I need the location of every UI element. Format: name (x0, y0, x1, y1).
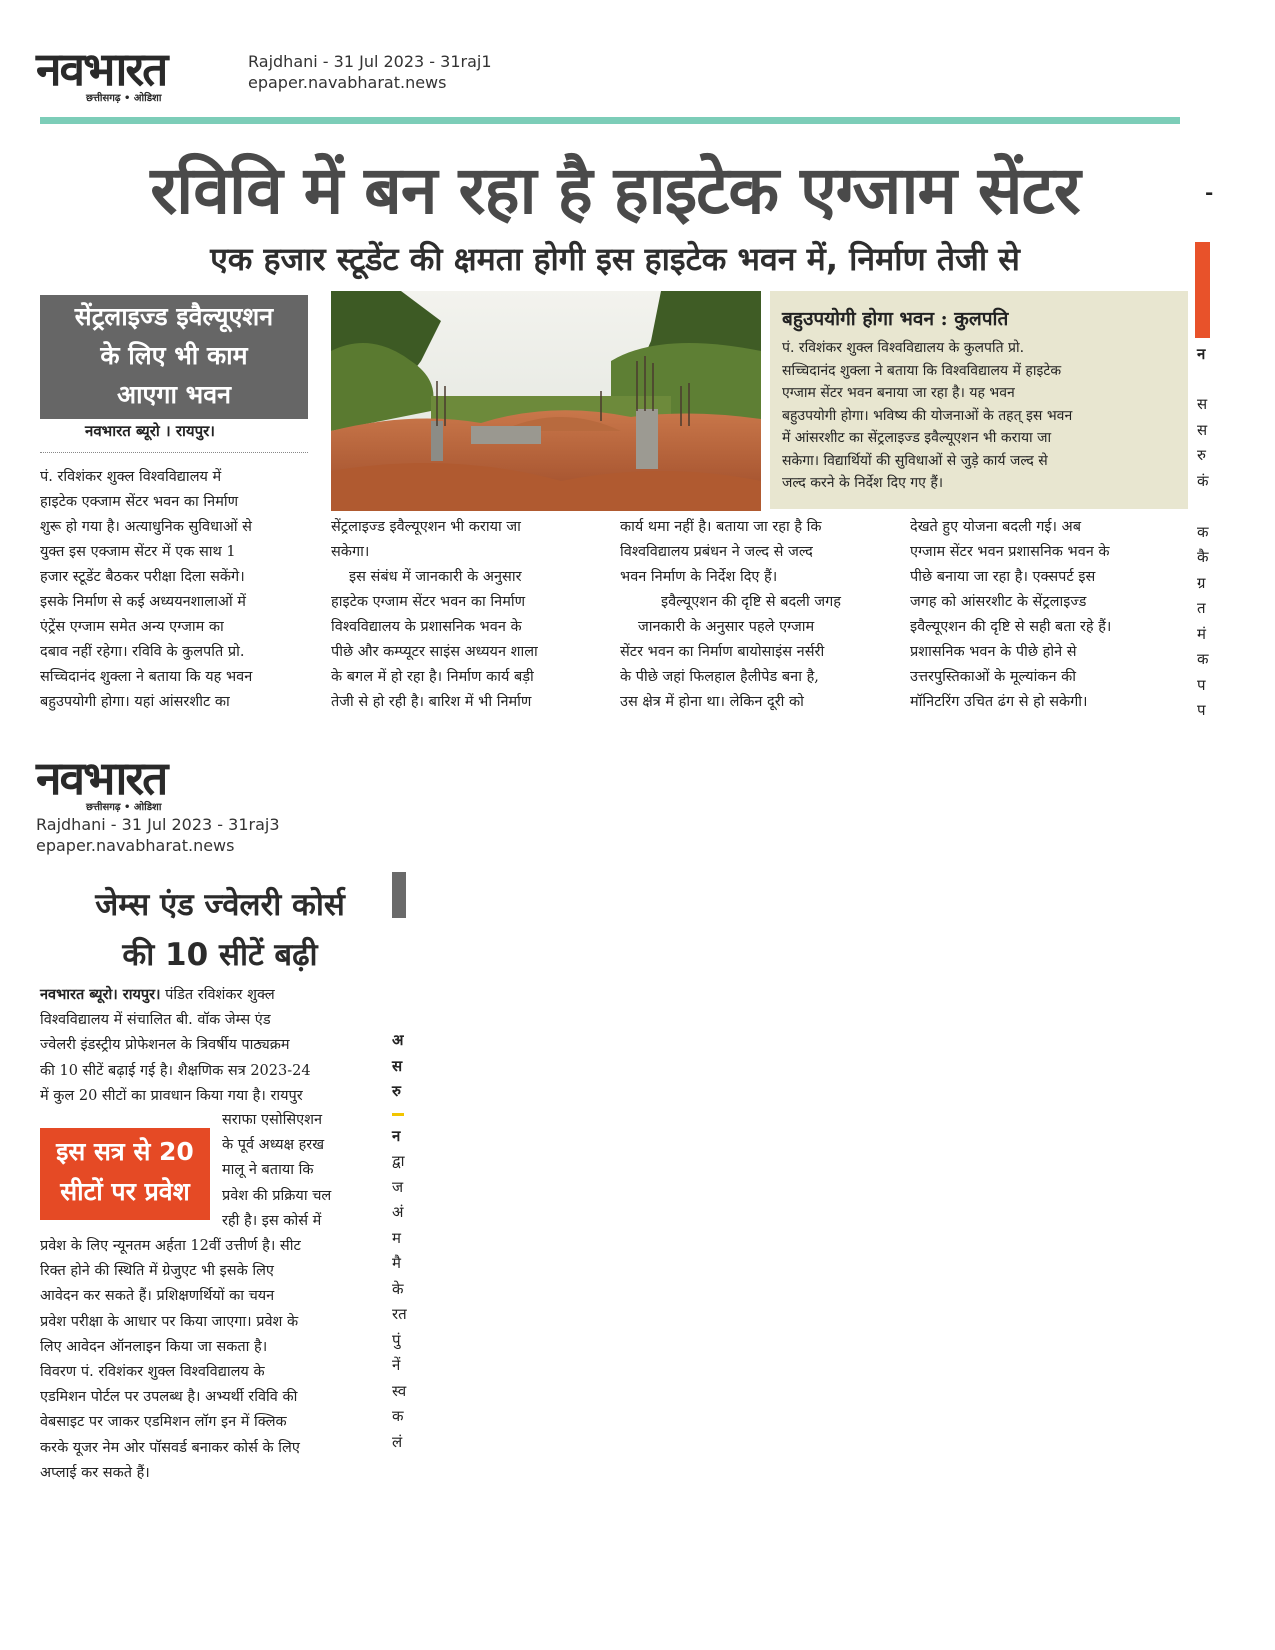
edge-char: स (1197, 420, 1208, 439)
logo-text: नवभारत (36, 42, 167, 96)
article-column-3 (620, 515, 882, 715)
text-line: पीछे बनाया जा रहा है। एक्सपर्ट इस (910, 569, 1096, 585)
edge-char: द्वा (392, 1152, 405, 1170)
text-line (40, 982, 370, 1008)
text-line: शुरू हो गया है। अत्याधुनिक सुविधाओं से (40, 519, 252, 535)
byline: नवभारत ब्यूरो । रायपुर। (85, 422, 215, 440)
quote-line: बहुउपयोगी होगा। भविष्य की योजनाओं के तहत् इस भवन (782, 407, 1073, 424)
article-body-bottom (40, 1234, 370, 1481)
edge-char: के (392, 1279, 404, 1298)
article-column-2 (331, 515, 595, 715)
text-line: सेंटर भवन का निर्माण बायोसाइंस नर्सरी (620, 644, 825, 660)
quote-line: सच्चिदानंद शुक्ला ने बताया कि विश्वविद्यालय में हाइटेक (782, 362, 1062, 379)
text-line: भवन निर्माण के निर्देश दिए हैं। (620, 569, 778, 585)
edition-meta (36, 814, 280, 856)
text-line: उस क्षेत्र में होना था। लेकिन दूरी को (620, 694, 804, 710)
edge-char: न (392, 1126, 401, 1145)
text-line: सच्चिदानंद शुक्ला ने बताया कि यह भवन (40, 669, 253, 685)
edge-char: पुं (392, 1330, 401, 1349)
article-headline (40, 880, 400, 980)
edge-char: रु (392, 1082, 401, 1100)
text-line: सकेगा। (331, 544, 370, 560)
edition-meta (248, 51, 492, 93)
highlight-line: आएगा भवन (117, 380, 231, 409)
text-line: विश्वविद्यालय प्रबंधन ने जल्द से जल्द (620, 544, 813, 560)
edge-char: क (392, 1407, 404, 1425)
text-line: मॉनिटरिंग उचित ढंग से हो सकेगी। (910, 694, 1088, 710)
text-line: हाइटेक एक्जाम सेंटर भवन का निर्माण (40, 494, 239, 510)
text-line: जानकारी के अनुसार पहले एग्जाम (638, 619, 815, 635)
text-line: पं. रविशंकर शुक्ल विश्वविद्यालय में (40, 469, 222, 485)
edge-char: मै (392, 1254, 401, 1272)
text-line: एंट्रेंस एग्जाम समेत अन्य एग्जाम का (40, 619, 224, 635)
edge-char: रत (392, 1305, 407, 1323)
highlight-line: सीटों पर प्रवेश (60, 1177, 190, 1206)
text-line: सेंट्रलाइज्ड इवैल्यूएशन भी कराया जा (331, 519, 521, 535)
article-body-top (40, 982, 370, 1109)
edge-char: म (392, 1228, 401, 1247)
main-headline: रविवि में बन रहा है हाइटेक एग्जाम सेंटर (150, 152, 1080, 229)
text-line: हाइटेक एग्जाम सेंटर भवन का निर्माण (331, 594, 526, 610)
text-line: के पीछे जहां फिलहाल हैलीपेड बना है, (620, 669, 819, 685)
article-column-4 (910, 515, 1178, 715)
edge-char: क (1197, 522, 1209, 541)
edge-char: स्व (392, 1381, 407, 1400)
text-line: इसके निर्माण से कई अध्ययनशालाओं में (40, 594, 246, 610)
edge-char: अं (392, 1203, 404, 1221)
edge-char: स (1197, 395, 1208, 413)
edge-char: नें (392, 1356, 401, 1374)
text-line: विश्वविद्यालय में संचालित बी. वॉक जेम्स एंड (40, 1012, 271, 1029)
newspaper-logo (36, 751, 167, 813)
text-line: पीछे और कम्प्यूटर साइंस अध्ययन शाला (331, 644, 538, 660)
text-line: इवैल्यूएशन की दृष्टि से सही बता रहे हैं। (910, 619, 1112, 635)
text-line: तेजी से हो रही है। बारिश में भी निर्माण (331, 694, 532, 710)
adjacent-grey-bar (392, 872, 406, 918)
vc-quote-box (770, 291, 1188, 509)
edge-char: ज (392, 1177, 404, 1196)
text-line: ज्वेलरी इंडस्ट्रीय प्रोफेशनल के त्रिवर्षीय पाठ्यक्रम (40, 1037, 290, 1054)
edge-char (392, 1113, 404, 1124)
text-line: विश्वविद्यालय के प्रशासनिक भवन के (331, 619, 522, 635)
byline: नवभारत ब्यूरो। रायपुर। (40, 986, 161, 1003)
highlight-box (40, 295, 308, 419)
edge-char: त (1197, 599, 1206, 617)
edge-char: कै (1197, 548, 1209, 566)
sub-headline: एक हजार स्टूडेंट की क्षमता होगी इस हाइटेक भवन में, निर्माण तेजी से (210, 240, 1020, 278)
text-line: के बगल में हो रहा है। निर्माण कार्य बड़ी (331, 669, 534, 685)
edge-char: प (1197, 675, 1206, 694)
text-line: हजार स्टूडेंट बैठकर परीक्षा दिला सकेंगे। (40, 569, 245, 585)
edge-char: क (1197, 650, 1209, 668)
edition-date: Rajdhani - 31 Jul 2023 - 31raj3 (36, 815, 280, 834)
highlight-box (40, 1128, 210, 1220)
text-line: मालू ने बताया कि (222, 1162, 314, 1179)
text-line: विवरण पं. रविशंकर शुक्ल विश्वविद्यालय के (40, 1364, 265, 1381)
newspaper-logo (36, 42, 167, 104)
logo-text: नवभारत (36, 751, 167, 805)
logo-subtitle: छत्तीसगढ़ • ओडिशा (86, 93, 162, 104)
text-fragment: पंडित रविशंकर शुक्ल (165, 987, 275, 1003)
edge-char: कं (1197, 471, 1209, 490)
text-line: प्रवेश परीक्षा के आधार पर किया जाएगा। प्रवेश के (40, 1313, 299, 1330)
adjacent-fragment: - (1205, 180, 1214, 204)
crosshead: इवैल्यूएशन की दृष्टि से बदली जगह (661, 594, 841, 610)
text-line: करके यूजर नेम ओर पॉसवर्ड बनाकर कोर्स के लिए (40, 1439, 300, 1456)
edge-char (1197, 494, 1217, 520)
edge-char: लं (392, 1432, 403, 1451)
quote-line: पं. रविशंकर शुक्ल विश्वविद्यालय के कुलपति प्रो. (782, 340, 1025, 356)
text-line: इस संबंध में जानकारी के अनुसार (349, 569, 522, 585)
article-body-narrow (222, 1108, 370, 1234)
text-line: प्रशासनिक भवन के पीछे होने से (910, 644, 1077, 660)
quote-line: जल्द करने के निर्देश दिए गए हैं। (782, 475, 944, 491)
highlight-line: के लिए भी काम (100, 341, 248, 370)
edge-char: स (392, 1056, 403, 1075)
edge-char: अ (392, 1031, 404, 1049)
quote-text (782, 337, 1170, 495)
text-line: एडमिशन पोर्टल पर उपलब्ध है। अभ्यर्थी रविवि की (40, 1389, 298, 1406)
adjacent-fragment-column (392, 1028, 412, 1456)
header-rule (40, 117, 1180, 124)
edge-char: मं (1197, 624, 1206, 643)
construction-photo (331, 291, 761, 511)
quote-line: में आंसरशीट का सेंट्रलाइज्ड इवैल्यूएशन भी कराया जा (782, 430, 1052, 446)
text-line: रही है। इस कोर्स में (222, 1212, 322, 1229)
edition-date: Rajdhani - 31 Jul 2023 - 31raj1 (248, 52, 492, 71)
text-line: एग्जाम सेंटर भवन प्रशासनिक भवन के (910, 544, 1110, 560)
adjacent-fragment: न (1197, 345, 1206, 363)
highlight-line: इस सत्र से 20 (56, 1137, 194, 1166)
logo-subtitle: छत्तीसगढ़ • ओडिशा (86, 802, 162, 813)
text-line: की 10 सीटें बढ़ाई गई है। शैक्षणिक सत्र 2023-24 (40, 1062, 311, 1079)
byline-rule (40, 452, 308, 453)
text-line: वेबसाइट पर जाकर एडमिशन लॉग इन में क्लिक (40, 1414, 287, 1431)
highlight-line: सेंट्रलाइज्ड इवैल्यूएशन (74, 302, 274, 331)
edge-char: प (1197, 701, 1206, 719)
text-line: अप्लाई कर सकते हैं। (40, 1464, 150, 1481)
text-line: लिए आवेदन ऑनलाइन किया जा सकता है। (40, 1338, 268, 1355)
text-line: दबाव नहीं रहेगा। रविवि के कुलपति प्रो. (40, 644, 245, 660)
text-line: रिक्त होने की स्थिति में ग्रेजुएट भी इसके लिए (40, 1263, 274, 1280)
edge-char: ग्र (1197, 573, 1206, 592)
text-line: प्रवेश के लिए न्यूनतम अर्हता 12वीं उत्तीर्ण है। सीट (40, 1238, 301, 1254)
text-line: प्रवेश की प्रक्रिया चल (222, 1187, 332, 1204)
quote-line: सकेगा। विद्यार्थियों की सुविधाओं से जुड़े कार्य जल्द से (782, 452, 1048, 469)
headline-line: की 10 सीटें बढ़ी (122, 937, 318, 973)
epaper-url[interactable]: epaper.navabharat.news (248, 73, 447, 92)
text-line: में कुल 20 सीटों का प्रावधान किया गया है। रायपुर (40, 1087, 303, 1104)
text-line: कार्य थमा नहीं है। बताया जा रहा है कि (620, 519, 822, 535)
text-line: देखते हुए योजना बदली गई। अब (910, 519, 1082, 535)
text-line: जगह को आंसरशीट के सेंट्रलाइज्ड (910, 594, 1087, 610)
text-line: सराफा एसोसिएशन (222, 1112, 323, 1128)
text-line: बहुउपयोगी होगा। यहां आंसरशीट का (40, 694, 230, 710)
edge-char: रु (1197, 446, 1206, 464)
quote-line: एग्जाम सेंटर भवन बनाया जा रहा है। यह भवन (782, 385, 1015, 401)
adjacent-fragment-column (1197, 392, 1217, 724)
text-line: के पूर्व अध्यक्ष हरख (222, 1137, 325, 1154)
headline-line: जेम्स एंड ज्वेलरी कोर्स (95, 887, 345, 923)
article-column-1 (40, 465, 308, 715)
quote-title: बहुउपयोगी होगा भवन : कुलपति (782, 308, 1009, 330)
text-line: उत्तरपुस्तिकाओं के मूल्यांकन की (910, 669, 1077, 685)
epaper-url[interactable]: epaper.navabharat.news (36, 836, 235, 855)
text-line: युक्त इस एक्जाम सेंटर में एक साथ 1 (40, 544, 236, 560)
adjacent-red-bar (1195, 242, 1210, 338)
text-line: आवेदन कर सकते हैं। प्रशिक्षणर्थियों का चयन (40, 1288, 275, 1305)
